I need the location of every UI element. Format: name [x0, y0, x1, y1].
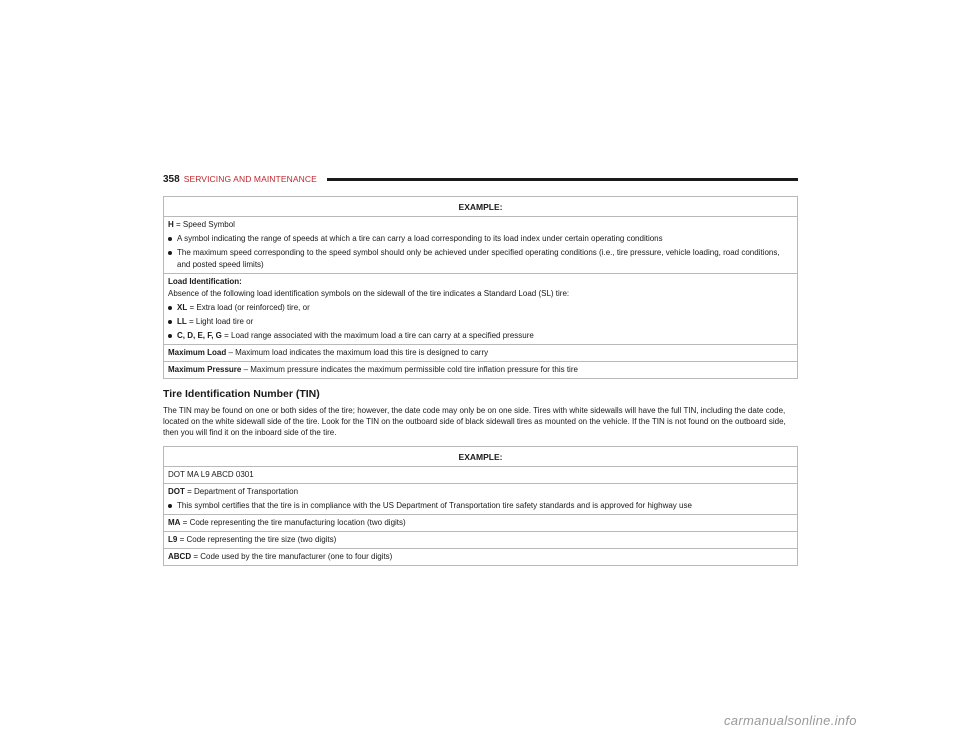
- page-header: [163, 172, 798, 186]
- max-pressure-cell: Maximum Pressure – Maximum pressure indicates the maximum permissible cold tire inflation pressure for this tire: [164, 362, 798, 379]
- bullet-item: LL = Light load tire or: [168, 316, 793, 328]
- table-row: [164, 549, 798, 566]
- page-number: 358: [163, 173, 180, 185]
- table-header: EXAMPLE:: [164, 197, 798, 217]
- load-id-title: Load Identification:: [168, 277, 242, 286]
- header-rule: [327, 178, 798, 181]
- table-header: EXAMPLE:: [164, 447, 798, 467]
- table-row: [164, 217, 798, 274]
- bullet-icon: [168, 237, 172, 241]
- bullet-item: The maximum speed corresponding to the speed symbol should only be achieved under specified operating conditions (i.e., tire pressure, vehicle loading, road conditions, and posted speed limits): [168, 247, 793, 271]
- tin-heading: Tire Identification Number (TIN): [163, 388, 320, 400]
- definition: = Speed Symbol: [173, 220, 235, 229]
- example-code-cell: DOT MA L9 ABCD 0301: [164, 467, 798, 484]
- table-row: [164, 345, 798, 362]
- ma-cell: MA = Code representing the tire manufacturing location (two digits): [164, 515, 798, 532]
- speed-symbol-cell: [164, 217, 798, 274]
- bullet-item: XL = Extra load (or reinforced) tire, or: [168, 302, 793, 314]
- section-title: SERVICING AND MAINTENANCE: [183, 174, 317, 184]
- bullet-icon: [168, 320, 172, 324]
- bullet-item: A symbol indicating the range of speeds at which a tire can carry a load corresponding to its load index under certain operating conditions: [168, 233, 793, 245]
- bullet-icon: [168, 251, 172, 255]
- table-header-row: [164, 197, 798, 217]
- load-id-intro: Absence of the following load identification symbols on the sidewall of the tire indicates a Standard Load (SL) tire:: [168, 289, 570, 298]
- table-row: [164, 362, 798, 379]
- bullet-item: This symbol certifies that the tire is in compliance with the US Department of Transportation tire safety standards and is approved for highway use: [168, 500, 793, 512]
- max-load-cell: Maximum Load – Maximum load indicates the maximum load this tire is designed to carry: [164, 345, 798, 362]
- bullet-icon: [168, 306, 172, 310]
- load-identification-cell: [164, 274, 798, 345]
- table-row: [164, 467, 798, 484]
- table-row: [164, 484, 798, 515]
- speed-load-example-table: [163, 196, 798, 379]
- bullet-icon: [168, 504, 172, 508]
- bullet-icon: [168, 334, 172, 338]
- bullet-item: C, D, E, F, G = Load range associated with the maximum load a tire can carry at a specified pressure: [168, 330, 793, 342]
- watermark: carmanualsonline.info: [724, 713, 857, 728]
- abcd-cell: ABCD = Code used by the tire manufacturer (one to four digits): [164, 549, 798, 566]
- table-row: [164, 532, 798, 549]
- table-row: [164, 515, 798, 532]
- table-header-row: [164, 447, 798, 467]
- tin-paragraph: The TIN may be found on one or both sides of the tire; however, the date code may only be on one side. Tires with white sidewalls will have the full TIN, including the date code, located on the white sidewall side of the tire. Look for the TIN on the outboard side of black sidewall tires as mounted on the vehicle. If the TIN is not found on the outboard side, then you will find it on the inboard side of the tire.: [163, 406, 786, 437]
- tin-example-table: [163, 446, 798, 566]
- table-row: [164, 274, 798, 345]
- dot-cell: DOT = Department of Transportation This symbol certifies that the tire is in compliance with the US Department of Transportation tire safety standards and is approved for highway use: [164, 484, 798, 515]
- l9-cell: L9 = Code representing the tire size (two digits): [164, 532, 798, 549]
- term: H: [168, 220, 174, 229]
